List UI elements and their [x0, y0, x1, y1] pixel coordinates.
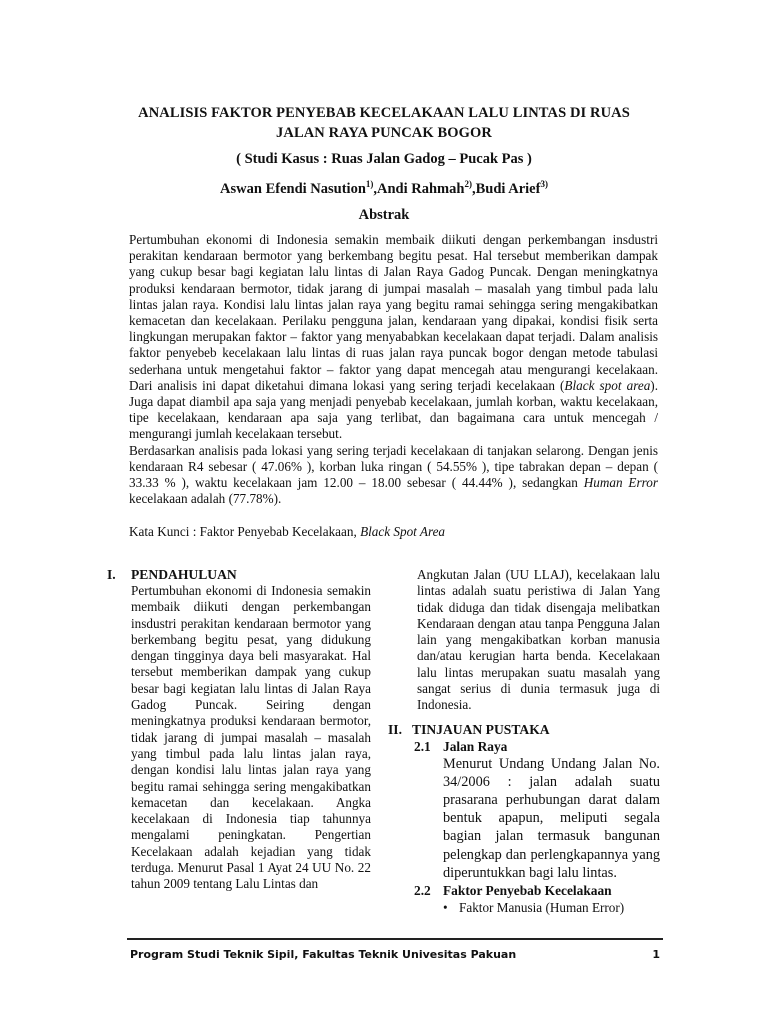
abstract-paragraph-1 — [129, 232, 658, 443]
author-3: ,Budi Arief — [471, 180, 541, 197]
abstract-p2-text: Berdasarkan analisis pada lokasi yang sering terjadi kecelakaan di tanjakan selarong. Dengan jenis kendaraan R4 sebesar ( 47.06% ), korban luka ringan ( 54.55% ), tipe tabrakan depan – depan ( 33.33 % ), waktu kecelakaan jam 12.00 – 18.00 sebesar ( 44.44% ), sedangkan — [129, 442, 658, 491]
subsection-2-2-title: Faktor Penyebab Kecelakaan — [443, 883, 612, 899]
keywords-label: Kata Kunci : Faktor Penyebab Kecelakaan, — [129, 524, 361, 539]
page-footer — [130, 948, 660, 962]
subsection-2-1-heading — [414, 738, 660, 755]
section-1-title: PENDAHULUAN — [131, 567, 237, 582]
author-2: ,Andi Rahmah — [373, 180, 465, 197]
section-2-number: II. — [388, 721, 402, 737]
title-line-1: ANALISIS FAKTOR PENYEBAB KECELAKAAN LALU LINTAS DI RUAS — [138, 105, 630, 121]
left-column — [107, 567, 371, 893]
footer-divider — [127, 938, 663, 940]
author-list — [100, 175, 668, 198]
keywords-italic: Black Spot Area — [360, 524, 446, 539]
page-number: 1 — [652, 948, 660, 961]
subsection-2-1-body: Menurut Undang Undang Jalan No. 34/2006 : jalan adalah suatu prasarana perhubungan darat dalam bentuk apapun, meliputi segala bagian jalan termasuk bangunan pelengkap dan perlengkapannya yang diperuntukkan bagi lalu lintas. — [443, 755, 660, 881]
subsection-2-2-number: 2.2 — [414, 883, 431, 899]
paper-title — [100, 103, 668, 143]
abstract-p1-text: Pertumbuhan ekonomi di Indonesia semakin membaik diikuti dengan perkembangan insdustri perakitan kendaraan bermotor yang berkembang begitu pesat. Hal tersebut memberikan dampak yang cukup besar bagi kegiatan lalu lintas di Jalan Raya Gadog Puncak. Dengan meningkatnya produksi kendaraan bermotor, tidak jarang di jumpai masalah – masalah yang timbul pada lalu lintas jalan raya. Kondisi lalu lintas jalan raya yang begitu ramai sehingga sering mengakibatkan kemacetan dan kecelakaan. Perilaku pengguna jalan, kendaraan yang dipakai, kondisi fisik serta lingkungan merupakan faktor – faktor yang menyababkan kecelakaan dapat terjadi. Dalam analisis faktor penyebeb kecelakaan lalu lintas di ruas jalan raya puncak bogor dengan metode tabulasi sederhana untuk mengetahui faktor – faktor yang dapat mencegah atau mengurangi kecelakaan. Dari analisis ini dapat diketahui dimana lokasi yang sering terjadi kecelakaan ( — [129, 232, 658, 393]
subsection-2-2-heading — [414, 882, 660, 899]
author-3-affiliation: 3) — [540, 179, 548, 189]
author-2-affiliation: 2) — [464, 179, 472, 189]
footer-text: Program Studi Teknik Sipil, Fakultas Teknik Univesitas Pakuan — [130, 948, 517, 961]
section-1-heading — [107, 567, 371, 583]
title-line-2: JALAN RAYA PUNCAK BOGOR — [276, 125, 492, 141]
abstract-p1-text-end: ). Juga dapat diambil apa saja yang menjadi penyebab kecelakaan, jumlah korban, waktu kecelakaan, tipe kecelakaan, kendaraan apa saja yang terlibat, dan bagaimana cara untuk mencegah / mengurangi jumlah kecelakaan tersebut. — [129, 377, 658, 442]
right-column — [388, 567, 660, 916]
bullet-text: Faktor Manusia (Human Error) — [459, 900, 625, 916]
abstract-paragraph-2 — [129, 443, 658, 508]
subsection-2-1-number: 2.1 — [414, 738, 431, 754]
section-1-body-left: Pertumbuhan ekonomi di Indonesia semakin membaik diikuti dengan perkembangan insdustri perakitan kendaraan bermotor yang berkembang begitu pesat, yang didukung dengan tingginya daya beli masyarakat. Hal tersebut memberikan dampak yang cukup besar bagi kegiatan lalu lintas di Jalan Raya Gadog Puncak. Seiring dengan meningkatnya produksi kendaraan bermotor, tidak jarang di jumpai masalah – masalah yang timbul pada lalu lintas jalan raya, dengan kondisi lalu lintas jalan raya yang begitu ramai sehingga sering mengakibatkan kemacetan dan kecelakaan. Angka kecelakaan di Indonesia tiap tahunnya mengalami peningkatan. Pengertian Kecelakaan adalah kejadian yang tidak terduga. Menurut Pasal 1 Ayat 24 UU No. 22 tahun 2009 tentang Lalu Lintas dan — [131, 583, 371, 892]
paper-subtitle: ( Studi Kasus : Ruas Jalan Gadog – Pucak Pas ) — [236, 151, 532, 167]
bullet-icon: • — [443, 900, 448, 916]
section-1-number: I. — [107, 567, 116, 582]
abstract-p1-italic: Black spot area — [564, 377, 651, 393]
abstract-body — [129, 232, 658, 507]
section-2-title: TINJAUAN PUSTAKA — [412, 721, 550, 737]
author-1-affiliation: 1) — [365, 179, 374, 189]
abstract-heading: Abstrak — [358, 207, 410, 223]
author-1: Aswan Efendi Nasution — [220, 180, 366, 197]
abstract-p2-italic: Human Error — [583, 475, 658, 491]
list-item — [443, 899, 660, 916]
section-1-body-right: Angkutan Jalan (UU LLAJ), kecelakaan lalu lintas adalah suatu peristiwa di Jalan Yang tidak diduga dan tidak disengaja melibatkan Kendaraan dengan atau tanpa Pengguna Jalan lain yang mengakibatkan korban manusia dan/atau kerugian harta benda. Kecelakaan lalu lintas merupakan suatu masalah yang sangat serius di dunia termasuk juga di Indonesia. — [417, 567, 660, 713]
section-2-heading — [388, 722, 660, 738]
subsection-2-1-title: Jalan Raya — [443, 738, 508, 754]
keywords — [129, 524, 669, 540]
abstract-p2-text-end: kecelakaan adalah (77.78%). — [129, 491, 282, 507]
